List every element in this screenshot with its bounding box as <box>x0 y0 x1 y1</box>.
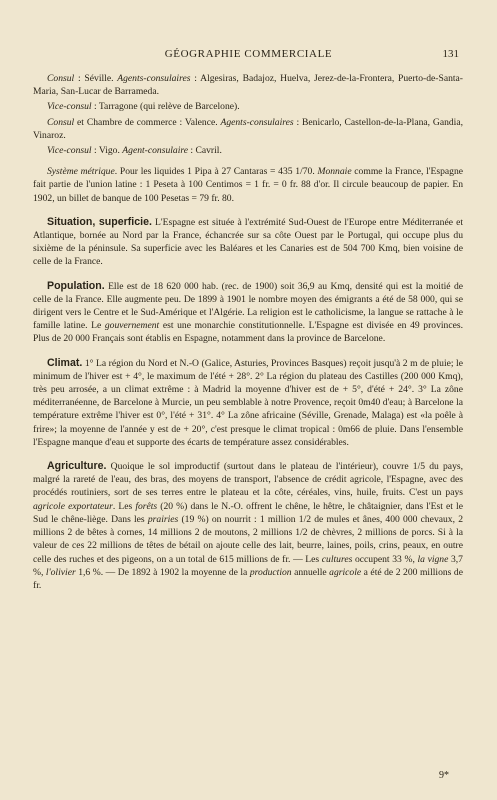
metric-fraction: 1/70 <box>295 166 313 178</box>
running-title: GÉOGRAPHIE COMMERCIALE <box>164 48 333 60</box>
climat-section <box>33 357 463 449</box>
production-label: production <box>249 566 292 578</box>
agents-consulaires-label: Agents-consulaires <box>117 73 191 84</box>
agriculture-text: occupent 33 %, <box>352 553 418 565</box>
vice-consul-text: : Tarragone (qui relève de Barcelone). <box>91 101 240 113</box>
population-section <box>33 280 463 346</box>
consul-text: et Chambre de commerce : Valence. <box>74 116 221 128</box>
consul-text: : Séville. <box>74 73 118 84</box>
consul-seville-paragraph <box>33 72 463 98</box>
population-heading: Population. <box>47 279 105 292</box>
agricole-label: agricole <box>329 566 362 578</box>
agriculture-text: 1,6 %. — De 1892 à 1902 la moyenne de la <box>75 566 250 578</box>
signature-mark: 9* <box>439 770 449 781</box>
situation-heading: Situation, superficie. <box>47 215 152 228</box>
page-header <box>0 48 497 64</box>
agriculture-text: (20 %) dans le N.-O. offrent le chêne, le hêtre, le châtaignier, dans l'Est et le Sud le chêne-liège. Dans les <box>33 500 463 525</box>
cultures-label: cultures <box>321 553 353 565</box>
agriculture-text: (19 %) on nourrit : 1 million 1/2 de mules et ânes, 400 000 chevaux, 2 millions 2 de bêtes à cornes, 14 millions 2 de moutons, 2 millions 1/2 de chèvres, 2 millions de porcs. Si à la valeur de ces 22 millions de têtes de bétail on ajoute celle des lait, beurre, laines, poils, crins, peaux, en outre celle des ruches et des pigeons, on a un total de 615 millions de fr. — Les <box>33 513 463 565</box>
situation-section <box>33 216 463 269</box>
vigne-label: la vigne <box>417 553 449 565</box>
vice-consul-text: : Vigo. <box>91 145 123 157</box>
metric-text: . <box>312 166 318 178</box>
climat-text: 1° La région du Nord et N.-O (Galice, Asturies, Provinces Basques) reçoit jusqu'à 2 m de pluie; le minimum de l'hiver est + 4°, le maximum de l'été + 28°. 2° La région du plateau des Castilles (200 000 Kmq), très peu arrosée, a un climat extrême : à Madrid la moyenne d'hiver est de + 5°, d'été + 24°. 3° La zône méditerranéenne, de Barcelone à Murcie, un peu semblable à notre Provence, reçoit 0m40 d'eau; à Barcelone la température extrême l'hiver est 0°, l'été + 31°. 4° La zône africaine (Séville, Grenade, Malaga) est «la poêle à frire»; la moyenne de l'année y est de + 20°, c'est presque le climat tropical : 0m66 de pluie. Dans l'ensemble l'Espagne manque d'eau et supporte des écarts de température assez considérables. <box>33 357 463 448</box>
vice-consul-tarragone-paragraph <box>33 100 463 113</box>
systeme-metrique-paragraph <box>33 165 463 205</box>
vice-consul-vigo-paragraph <box>33 144 463 157</box>
situation-text: L'Espagne est située à l'extrémité Sud-Ouest de l'Europe entre Méditerranée et Atlantique, bornée au Nord par la France, échancrée sur sa côte Ouest par le Portugal, qui occupe plus du sixième de la péninsule. Sa superficie avec les Baléares et les Canaries est de 504 700 Kmq, bien voisine de celle de la France. <box>33 216 463 268</box>
monnaie-label: Monnaie <box>317 166 352 178</box>
agriculture-heading: Agriculture. <box>47 460 107 473</box>
olivier-label: l'olivier <box>45 566 76 578</box>
agricole-exportateur-label: agricole exportateur <box>33 500 113 512</box>
page-number: 131 <box>442 48 459 60</box>
agents-consulaires-label: Agents-consulaires <box>220 116 294 128</box>
metric-text: . Pour les liquides 1 Pipa à 27 Cantaras = 435 <box>114 166 296 178</box>
systeme-metrique-label: Système métrique <box>47 166 115 178</box>
population-text: Elle est de 18 620 000 hab. (rec. de 1900) soit 36,9 au Kmq, densité qui est la moitié de celle de la France. Elle augmente peu. De 1899 à 1901 le nombre moyen des émigrants a été de 58 000, qui se dirigent vers le Centre et le Sud-Amérique et l'Algérie. La religion est le catholicisme, la langue se rattache à le famille latine. Le <box>33 280 463 332</box>
page-body <box>33 72 463 594</box>
agriculture-text: Quoique le sol improductif (surtout dans le plateau de l'intérieur), couvre 1/5 du pays, malgré la rareté de l'eau, des bras, des moyens de transport, l'absence de crédit agricole, l'Espagne, avec des procédés routiniers, sort de ses terres entre le plateau et la côte, céréales, vins, huile, fruits. C'est un pays <box>33 461 463 499</box>
agriculture-text: annuelle <box>291 566 330 578</box>
population-text: est une monarchie constitutionnelle. L'Espagne est divisée en 49 provinces. Plus de 20 000 Français sont établis en Espagne, notamment dans la province de Barcelone. <box>33 320 463 345</box>
prairies-label: prairies <box>147 513 179 525</box>
gouvernement-label: gouvernement <box>104 320 160 332</box>
climat-heading: Climat. <box>47 356 83 369</box>
agents-consulaires-text: : Benicarlo, Castellon-de-la-Plana, Gandia, Vinaroz. <box>33 116 463 141</box>
consul-label: Consul <box>47 116 75 128</box>
agent-consulaire-label: Agent-consulaire <box>122 145 188 157</box>
vice-consul-label: Vice-consul <box>47 145 92 157</box>
monnaie-text: comme la France, l'Espagne fait partie de l'union latine : 1 Peseta à 100 Centimos = 1 fr. = 0 fr. 88 d'or. Il circule beaucoup de papier. En 1902, un billet de banque de 100 Pesetas = 79 fr. 80. <box>33 166 464 204</box>
consul-valence-paragraph <box>33 116 463 142</box>
agents-consulaires-text: : Algesiras, Badajoz, Huelva, Jerez-de-la-Frontera, Puerto-de-Santa-Maria, San-Lucar de Barrameda. <box>33 73 464 98</box>
agent-consulaire-text: : Cavril. <box>188 145 222 157</box>
agriculture-text: a été de 2 200 millions de fr. <box>33 566 463 591</box>
agriculture-text: 3,7 %, <box>33 553 463 578</box>
agriculture-section <box>33 460 463 592</box>
agriculture-text: . Les <box>112 500 136 512</box>
forets-label: forêts <box>135 500 158 512</box>
vice-consul-label: Vice-consul <box>47 101 92 113</box>
consul-label: Consul <box>47 73 75 84</box>
